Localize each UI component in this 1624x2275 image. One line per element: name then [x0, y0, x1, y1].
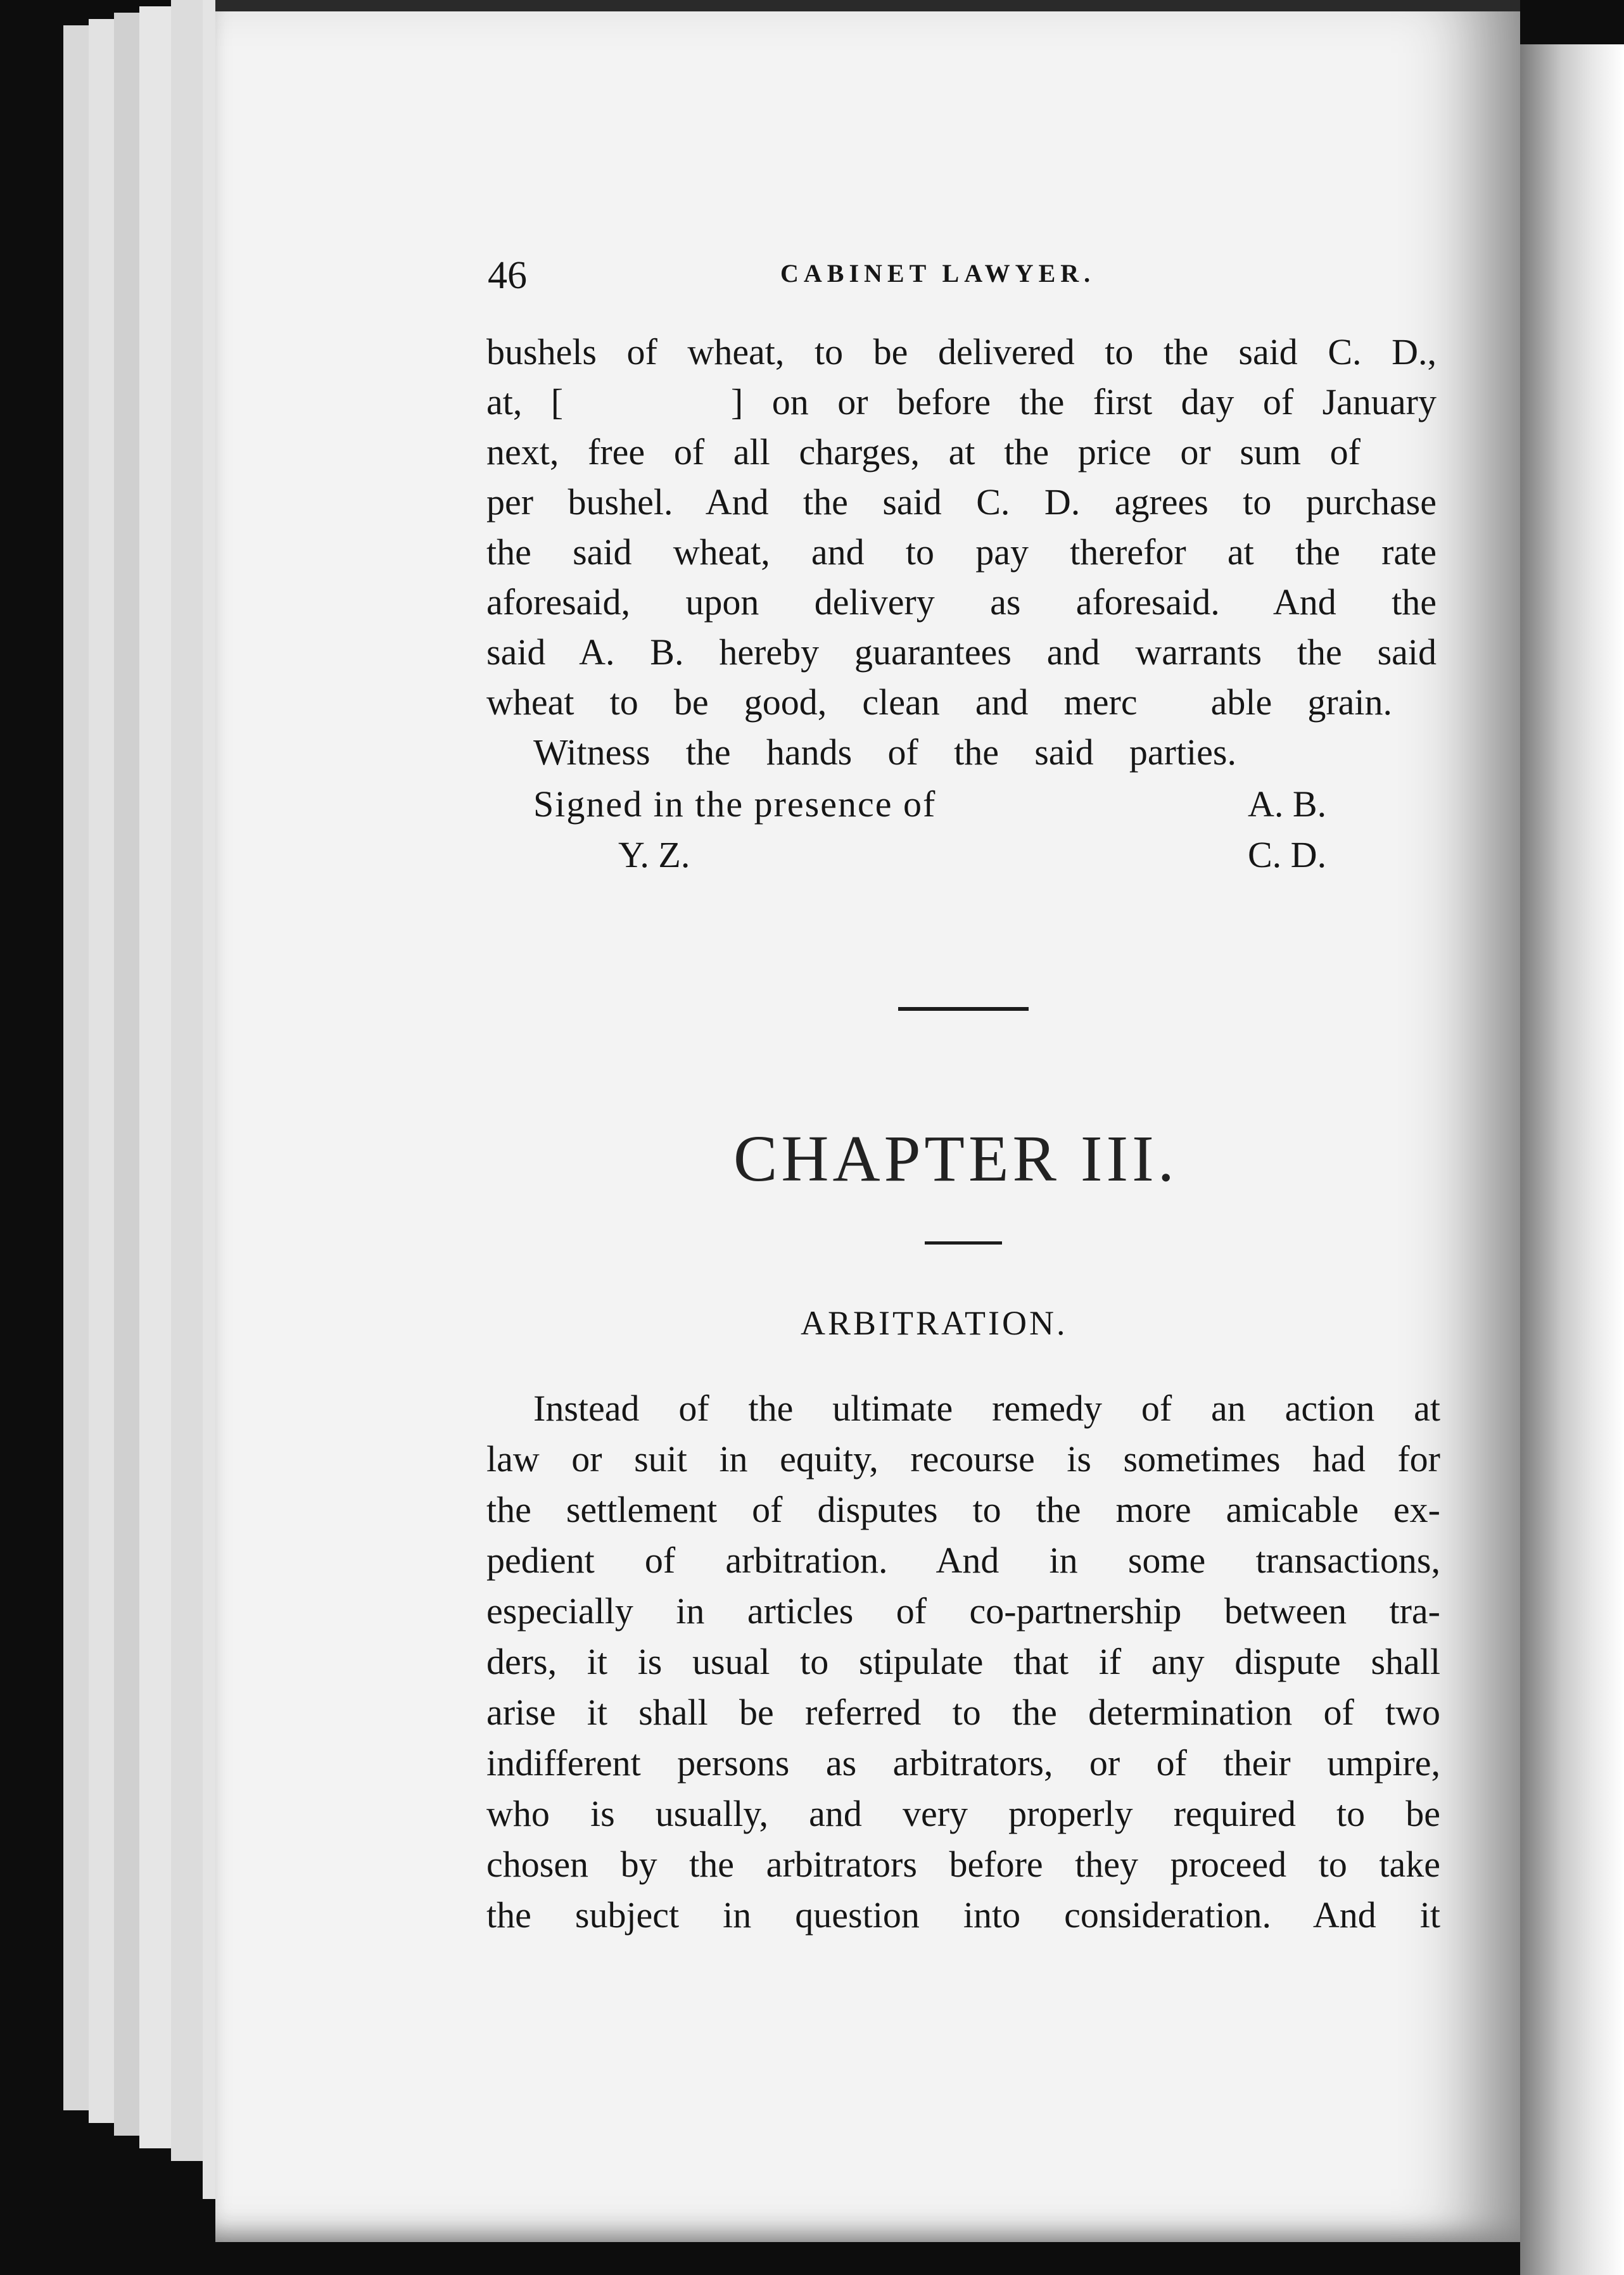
body-line: ders, it is usual to stipulate that if any dispute shall [486, 1641, 1440, 1682]
body-line: who is usually, and very properly required to be [486, 1793, 1440, 1834]
witness-line: Witness the hands of the said parties. [533, 732, 1236, 773]
body-line: chosen by the arbitrators before they proceed to take [486, 1844, 1440, 1885]
signature-party-1: A. B. [1248, 783, 1327, 825]
section-heading: ARBITRATION. [801, 1304, 1068, 1342]
chapter-heading: CHAPTER III. [733, 1122, 1178, 1195]
contract-line: next, free of all charges, at the price or sum of [486, 431, 1361, 472]
contract-line: the said wheat, and to pay therefor at the rate [486, 531, 1437, 573]
body-line: indifferent persons as arbitrators, or of their umpire, [486, 1742, 1440, 1784]
contract-line: bushels of wheat, to be delivered to the said C. D., [486, 331, 1437, 372]
contract-line: aforesaid, upon delivery as aforesaid. And the [486, 581, 1437, 623]
body-line: the subject in question into consideration. And it [486, 1894, 1440, 1936]
signed-line: Signed in the presence of [533, 783, 937, 825]
body-line: Instead of the ultimate remedy of an action at [533, 1388, 1440, 1429]
contract-line: at, [ ] on or before the first day of January [486, 381, 1437, 422]
contract-line: per bushel. And the said C. D. agrees to purchase [486, 481, 1437, 523]
body-line: law or suit in equity, recourse is sometimes had for [486, 1438, 1440, 1480]
book-page-edges [63, 0, 228, 2275]
signature-witness: Y. Z. [618, 834, 690, 875]
section-divider [898, 1007, 1029, 1011]
page-number: 46 [488, 254, 527, 297]
running-head: CABINET LAWYER. [780, 259, 1096, 288]
body-line: the settlement of disputes to the more amicable ex- [486, 1489, 1440, 1530]
body-line: arise it shall be referred to the determination of two [486, 1692, 1440, 1733]
chapter-rule [925, 1241, 1002, 1245]
contract-line: wheat to be good, clean and merc able grain. [486, 681, 1392, 723]
signature-party-2: C. D. [1248, 834, 1327, 875]
body-line: pedient of arbitration. And in some transactions, [486, 1540, 1440, 1581]
page-gutter-shadow [1520, 44, 1624, 2275]
page-top-edge [215, 0, 1520, 11]
body-line: especially in articles of co-partnership between tra- [486, 1590, 1440, 1632]
contract-line: said A. B. hereby guarantees and warrants the said [486, 631, 1437, 673]
